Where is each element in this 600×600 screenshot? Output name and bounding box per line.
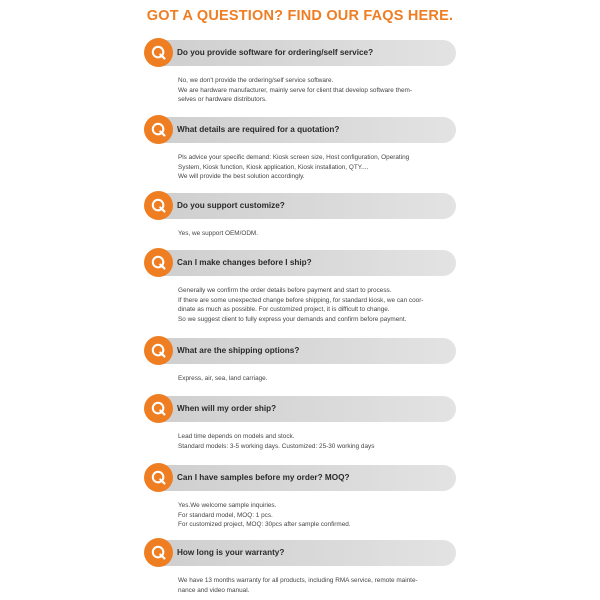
faq-answer	[178, 432, 456, 451]
faq-answer-line: System, Kiosk function, Kiosk application, Kiosk installation, QTY....	[178, 163, 369, 171]
faq-answer	[178, 286, 456, 324]
faq-question: What details are required for a quotation?	[177, 125, 340, 134]
faq-question-bar	[156, 193, 456, 219]
page-title: GOT A QUESTION? FIND OUR FAQS HERE.	[146, 8, 454, 24]
faq-answer-line: For standard model, MOQ: 1 pcs.	[178, 511, 273, 519]
faq-question: How long is your warranty?	[177, 548, 285, 557]
faq-answer-line: nance and video manual.	[178, 586, 250, 594]
faq-answer-line: No, we don't provide the ordering/self service software.	[178, 77, 334, 84]
faq-answer	[178, 501, 456, 530]
faq-item	[144, 540, 456, 595]
faq-answer-line: Yes, we support OEM/ODM.	[178, 230, 259, 237]
q-speech-bubble-icon	[144, 115, 173, 144]
faq-question: Can I have samples before my order? MOQ?	[177, 473, 350, 482]
q-speech-bubble-icon	[144, 463, 173, 492]
faq-answer	[178, 576, 456, 595]
faq-answer-line: dinate as much as possible. For customized project, it is difficult to change.	[178, 306, 390, 314]
faq-answer-line: For customized project, MOQ: 30pcs after sample confirmed.	[178, 521, 351, 529]
faq-answer-line: So we suggest client to fully express your demands and confirm before payment.	[178, 315, 407, 323]
faq-answer-line: We will provide the best solution accordingly.	[178, 173, 305, 181]
faq-answer-line: We are hardware manufacturer, mainly serve for client that develop software them-	[178, 86, 412, 94]
faq-question-bar	[156, 465, 456, 491]
faq-question: Can I make changes before I ship?	[177, 258, 312, 267]
faq-question-bar	[156, 540, 456, 566]
faq-answer	[178, 229, 456, 239]
faq-question-bar	[156, 338, 456, 364]
q-speech-bubble-icon	[144, 38, 173, 67]
faq-question: Do you provide software for ordering/self service?	[177, 48, 374, 57]
faq-question-bar	[156, 117, 456, 143]
q-speech-bubble-icon	[144, 538, 173, 567]
faq-question: What are the shipping options?	[177, 346, 300, 355]
faq-question: Do you support customize?	[177, 201, 285, 210]
faq-answer-line: Standard models: 3-5 working days. Customized: 25-30 working days	[178, 442, 375, 450]
faq-question-bar	[156, 396, 456, 422]
faq-answer-line: Pls advice your specific demand: Kiosk screen size, Host configuration, Operating	[178, 154, 410, 161]
q-speech-bubble-icon	[144, 336, 173, 365]
faq-answer	[178, 374, 456, 384]
faq-answer	[178, 153, 456, 182]
faq-answer-line: Lead time depends on models and stock.	[178, 433, 295, 440]
faq-question-bar	[156, 250, 456, 276]
q-speech-bubble-icon	[144, 394, 173, 423]
faq-item	[144, 40, 456, 105]
faq-answer-line: Generally we confirm the order details before payment and start to process.	[178, 287, 392, 294]
faq-item	[144, 396, 456, 451]
faq-answer	[178, 76, 456, 105]
q-speech-bubble-icon	[144, 191, 173, 220]
faq-answer-line: We have 13 months warranty for all products, including RMA service, remote mainte-	[178, 577, 418, 584]
faq-answer-line: Express, air, sea, land carriage.	[178, 375, 268, 382]
q-speech-bubble-icon	[144, 248, 173, 277]
faq-answer-line: selves or hardware distributors.	[178, 96, 267, 104]
faq-answer-line: Yes.We welcome sample inquiries.	[178, 502, 277, 509]
faq-item	[144, 338, 456, 384]
faq-item	[144, 117, 456, 182]
faq-answer-line: If there are some unexpected change before shipping, for standard kiosk, we can coor-	[178, 296, 424, 304]
faq-question: When will my order ship?	[177, 404, 277, 413]
faq-item	[144, 193, 456, 239]
faq-question-bar	[156, 40, 456, 66]
faq-item	[144, 465, 456, 530]
faq-item	[144, 250, 456, 324]
